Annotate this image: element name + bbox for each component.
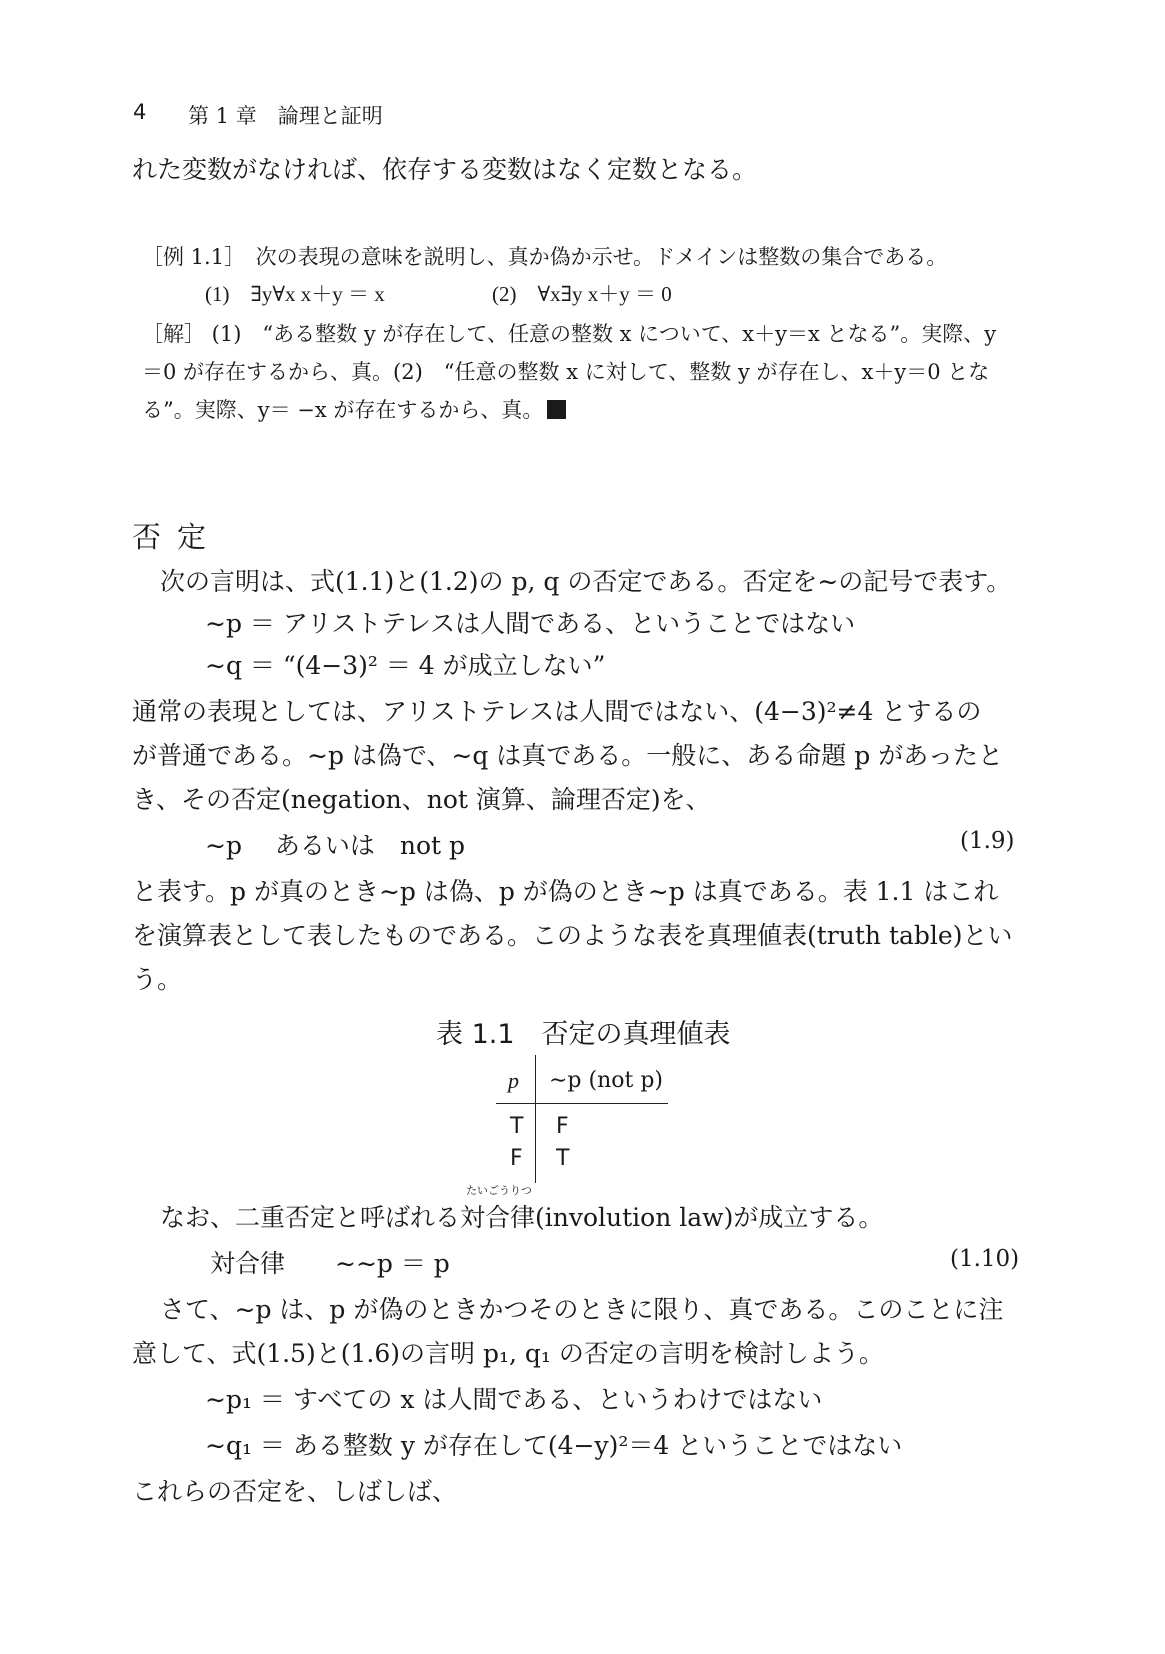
equation-1-10: 対合律 ∼∼p ＝ p bbox=[210, 1249, 450, 1278]
table-header-notp: ∼p (not p) bbox=[549, 1068, 664, 1093]
equation-number-1-10: (1.10) bbox=[950, 1246, 1020, 1272]
table-vertical-rule bbox=[535, 1055, 536, 1183]
paragraph-2-line-3: き、その否定(negation、not 演算、論理否定)を、 bbox=[132, 785, 711, 814]
table-horizontal-rule bbox=[496, 1103, 668, 1104]
closing-line-1: さて、∼p は、p が偽のときかつそのときに限り、真である。このことに注 bbox=[160, 1295, 1004, 1324]
example-item-1: (1) ∃y∀x x＋y ＝ x bbox=[205, 282, 385, 306]
paragraph-3-line-1: と表す。p が真のとき∼p は偽、p が偽のとき∼p は真である。表 1.1 はこれ bbox=[132, 877, 999, 906]
paragraph-1: 次の言明は、式(1.1)と(1.2)の p, q の否定である。否定を∼の記号で表す。 bbox=[160, 567, 1012, 596]
equation-not-q1: ∼q₁ ＝ ある整数 y が存在して(4−y)²＝4 ということではない bbox=[205, 1431, 903, 1460]
intro-line: れた変数がなければ、依存する変数はなく定数となる。 bbox=[132, 155, 758, 184]
table-row-1-notp: F bbox=[556, 1114, 569, 1139]
closing-line-2: 意して、式(1.5)と(1.6)の言明 p₁, q₁ の否定の言明を検討しよう。 bbox=[132, 1339, 884, 1368]
equation-not-p1: ∼p₁ ＝ すべての x は人間である、というわけではない bbox=[205, 1385, 823, 1414]
table-row-2-notp: T bbox=[556, 1146, 570, 1171]
example-statement: ［例 1.1］ 次の表現の意味を説明し、真か偽か示せ。ドメインは整数の集合である。 bbox=[142, 245, 948, 269]
paragraph-3-line-3: う。 bbox=[132, 965, 183, 994]
solution-line-3-text: る”。実際、y＝ −x が存在するから、真。 bbox=[142, 398, 544, 422]
ruby-reading: たいごうりつ bbox=[466, 1184, 532, 1197]
table-header-p: p bbox=[508, 1068, 519, 1093]
equation-1-9: ∼p あるいは not p bbox=[205, 831, 466, 860]
solution-line-2: ＝0 が存在するから、真。(2) “任意の整数 x に対して、整数 y が存在し、x＋y＝0 とな bbox=[142, 360, 990, 384]
paragraph-2-line-1: 通常の表現としては、アリストテレスは人間ではない、(4−3)²≠4 とするの bbox=[132, 697, 982, 726]
equation-not-q: ∼q ＝ “(4−3)² ＝ 4 が成立しない” bbox=[205, 651, 606, 680]
equation-number-1-9: (1.9) bbox=[960, 828, 1015, 854]
equation-not-p: ∼p ＝ アリストテレスは人間である、ということではない bbox=[205, 609, 856, 638]
paragraph-3-line-2: を演算表として表したものである。このような表を真理値表(truth table)とい bbox=[132, 921, 1013, 950]
table-row-1-p: T bbox=[510, 1114, 524, 1139]
table-caption: 表 1.1 否定の真理値表 bbox=[436, 1019, 731, 1050]
solution-line-1: ［解］ (1) “ある整数 y が存在して、任意の整数 x について、x＋y＝x となる”。実際、y bbox=[142, 322, 997, 346]
table-row-2-p: F bbox=[510, 1146, 523, 1171]
paragraph-2-line-2: が普通である。∼p は偽で、∼q は真である。一般に、ある命題 p があったと bbox=[132, 741, 1003, 770]
closing-line-3: これらの否定を、しばしば、 bbox=[132, 1477, 458, 1506]
example-item-2: (2) ∀x∃y x＋y ＝ 0 bbox=[492, 282, 672, 306]
chapter-title: 第 1 章 論理と証明 bbox=[188, 104, 383, 128]
solution-line-3 bbox=[142, 394, 566, 424]
section-title: 否定 bbox=[132, 520, 223, 554]
page-number: 4 bbox=[133, 100, 147, 124]
qed-square-icon bbox=[547, 400, 566, 419]
involution-line: なお、二重否定と呼ばれる対合律(involution law)が成立する。 bbox=[160, 1203, 884, 1232]
